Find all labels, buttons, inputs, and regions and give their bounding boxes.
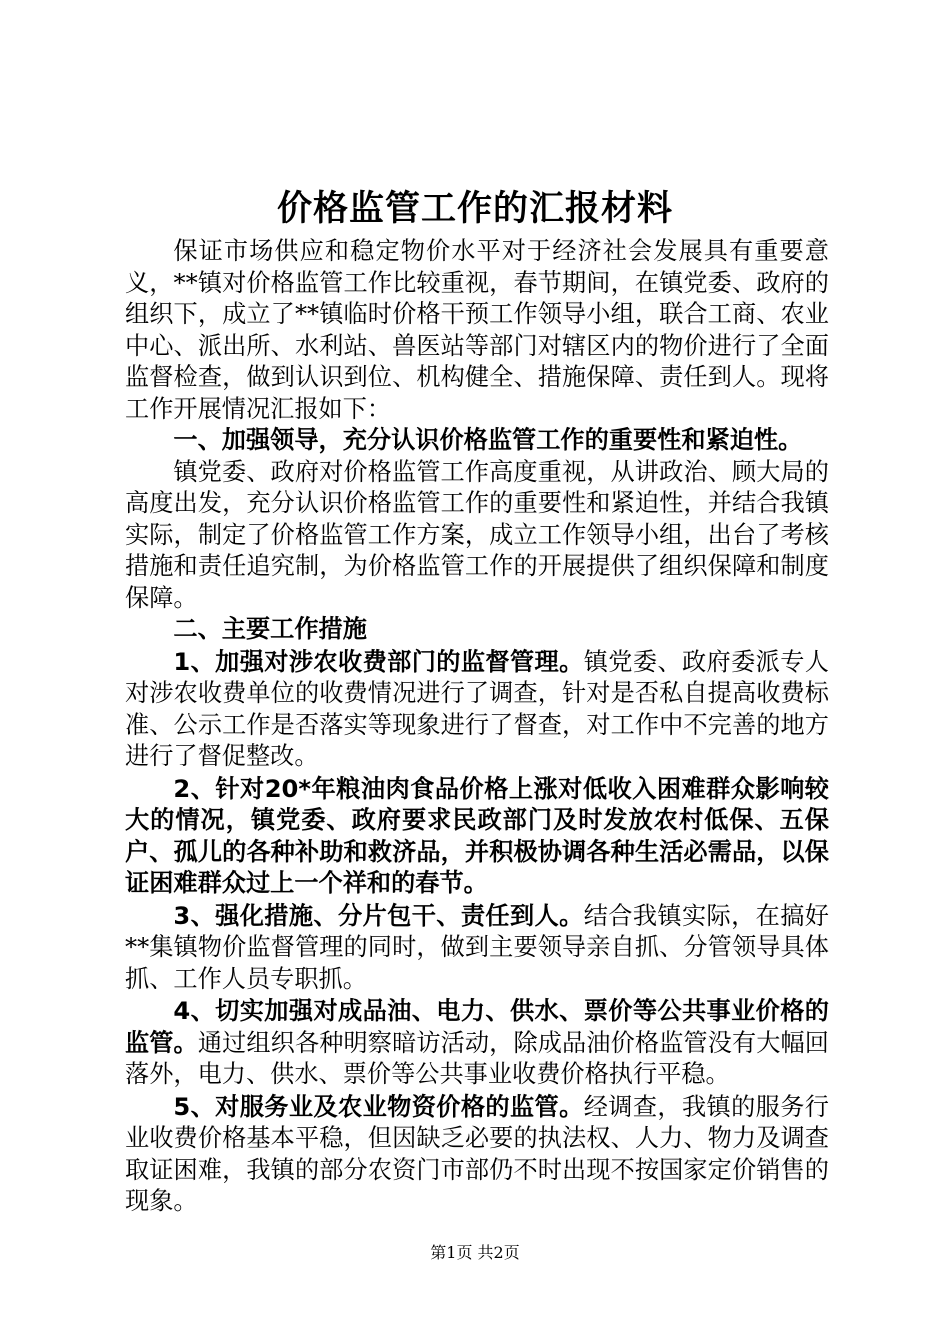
paragraph-intro <box>125 236 829 425</box>
heading-text: 二、主要工作措施 <box>173 615 367 643</box>
measure-text: 通过组织各种明察暗访活动，除成品油价格监管没有大幅回落外，电力、供水、票价等公共事业收费价格执行平稳。 <box>125 1028 829 1088</box>
page-number-footer: 第1页 共2页 <box>430 1243 520 1262</box>
measure-item-1 <box>125 647 829 773</box>
measure-text: 镇党委、政府委派专人对涉农收费单位的收费情况进行了调查，针对是否私自提高收费标准、公示工作是否落实等现象进行了督查，对工作中不完善的地方进行了督促整改。 <box>125 647 829 770</box>
measure-heading: 5、对服务业及农业物资价格的监管。 <box>173 1092 584 1121</box>
measure-item-3 <box>125 901 829 996</box>
measure-heading: 4、切实加强对成品油、电力、供水、票价等公共事业价格的监管。 <box>125 997 829 1057</box>
section-heading-1 <box>125 425 829 457</box>
measure-item-5 <box>125 1092 829 1218</box>
measure-heading: 3、强化措施、分片包干、责任到人。 <box>173 901 584 930</box>
measure-text: 结合我镇实际，在搞好**集镇物价监督管理的同时，做到主要领导亲自抓、分管领导具体抓、工作人员专职抓。 <box>125 901 829 993</box>
measure-text: 经调查，我镇的服务行业收费价格基本平稳，但因缺乏必要的执法权、人力、物力及调查取证困难，我镇的部分农资门市部仍不时出现不按国家定价销售的现象。 <box>125 1092 829 1215</box>
paragraph-section-1 <box>125 457 829 615</box>
document-body <box>125 236 829 1218</box>
measure-heading: 2、针对20*年粮油肉食品价格上涨对低收入困难群众影响较大的情况，镇党委、政府要求民政部门及时发放农村低保、五保户、孤儿的各种补助和救济品，并积极协调各种生活必需品，以保证困难群众过上一个祥和的春节。 <box>125 774 829 897</box>
paragraph-text: 保证市场供应和稳定物价水平对于经济社会发展具有重要意义，**镇对价格监管工作比较重视，春节期间，在镇党委、政府的组织下，成立了**镇临时价格干预工作领导小组，联合工商、农业中心、派出所、水利站、兽医站等部门对辖区内的物价进行了全面监督检查，做到认识到位、机构健全、措施保障、责任到人。现将工作开展情况汇报如下： <box>125 237 829 423</box>
measure-item-2 <box>125 774 829 900</box>
document-title: 价格监管工作的汇报材料 <box>276 188 673 229</box>
heading-text: 一、加强领导，充分认识价格监管工作的重要性和紧迫性。 <box>173 426 803 454</box>
measure-item-4 <box>125 996 829 1091</box>
section-heading-2 <box>125 614 829 646</box>
paragraph-text: 镇党委、政府对价格监管工作高度重视，从讲政治、顾大局的高度出发，充分认识价格监管工作的重要性和紧迫性，并结合我镇实际，制定了价格监管工作方案，成立工作领导小组，出台了考核措施和责任追究制，为价格监管工作的开展提供了组织保障和制度保障。 <box>125 457 829 612</box>
measure-heading: 1、加强对涉农收费部门的监督管理。 <box>173 647 584 676</box>
